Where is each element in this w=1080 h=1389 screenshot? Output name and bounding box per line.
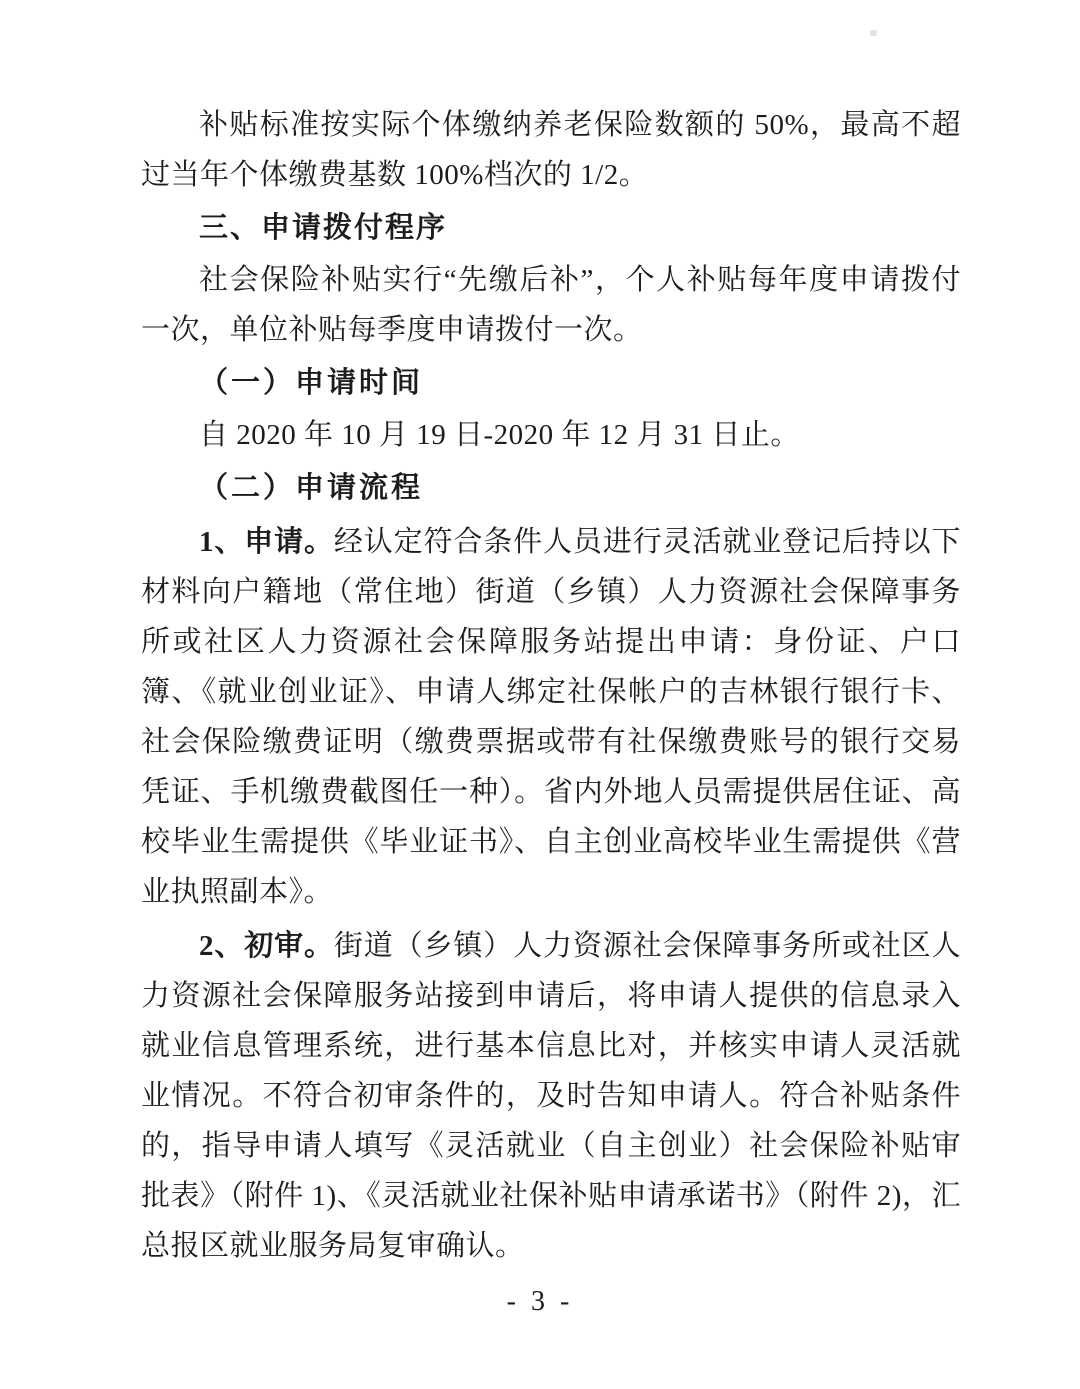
step2-body-text: 街道（乡镇）人力资源社会保障事务所或社区人力资源社会保障服务站接到申请后，将申请人提供的信息录入就业信息管理系统，进行基本信息比对，并核实申请人灵活就业情况。不符合初审条件的，及时告知申请人。符合补贴条件的，指导申请人填写《灵活就业（自主创业）社会保险补贴审批表》（附件 1)、《灵活就业社保补贴申请承诺书》（附件 2)，汇总报区就业服务局复审确认。 [141,930,961,1262]
subheading-application-time: （一）申请时间 [199,367,424,399]
paragraph-step2-initial-review [141,921,961,1271]
step1-label: 1、申请。 [199,526,334,558]
document-body [141,100,961,1271]
scan-artifact [870,30,877,36]
step2-label: 2、初审。 [199,930,334,962]
paragraph-subsidy-overview: 社会保险补贴实行“先缴后补”，个人补贴每年度申请拨付一次，单位补贴每季度申请拨付一次。 [141,264,961,346]
subheading-application-process: （二）申请流程 [199,472,424,504]
section-heading-application-procedure: 三、申请拨付程序 [199,212,448,244]
paragraph-application-date-range: 自 2020 年 10 月 19 日-2020 年 12 月 31 日止。 [199,419,800,451]
paragraph-step1-application [141,517,961,917]
step1-body-text: 经认定符合条件人员进行灵活就业登记后持以下材料向户籍地（常住地）街道（乡镇）人力资源社会保障事务所或社区人力资源社会保障服务站提出申请：身份证、户口簿、《就业创业证》、申请人绑定社保帐户的吉林银行银行卡、社会保险缴费证明（缴费票据或带有社保缴费账号的银行交易凭证、手机缴费截图任一种）。省内外地人员需提供居住证、高校毕业生需提供《毕业证书》、自主创业高校毕业生需提供《营业执照副本》。 [141,526,961,908]
page-number: - 3 - [506,1286,574,1317]
paragraph-subsidy-standard: 补贴标准按实际个体缴纳养老保险数额的 50%，最高不超过当年个体缴费基数 100%档次的 1/2。 [141,109,961,191]
